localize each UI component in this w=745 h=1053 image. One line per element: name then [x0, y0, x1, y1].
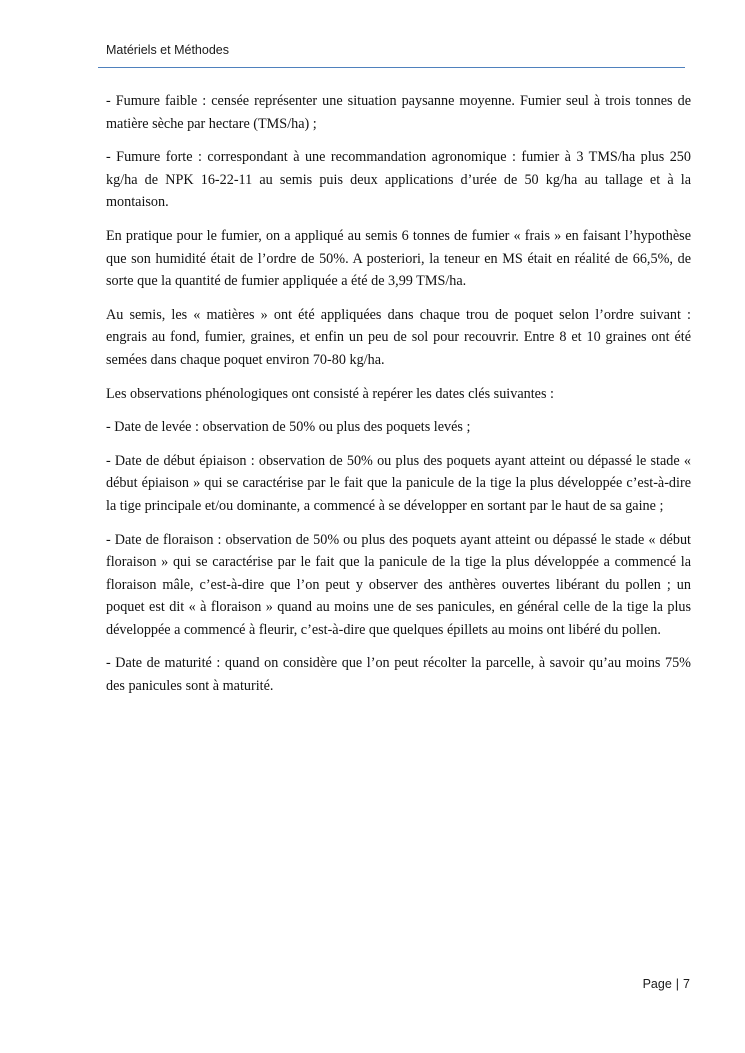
paragraph-date-epiaison: - Date de début épiaison : observation de 50% ou plus des poquets ayant atteint ou dépassé le stade « début épiaison » qui se caractérise par le fait que la panicule de la tige la plus développée c’est-à-dire la tige principale et/ou dominante, a commencé à se développer en sortant par le haut de sa gaine ;	[106, 452, 691, 514]
page-separator: |	[675, 977, 680, 991]
paragraph-observations-intro: Les observations phénologiques ont consisté à repérer les dates clés suivantes :	[106, 385, 554, 402]
paragraph-date-floraison: - Date de floraison : observation de 50% ou plus des poquets ayant atteint ou dépassé le stade « début floraison » qui se caractérise par le fait que la panicule de la tige la plus développée a commencé la floraison mâle, c’est-à-dire que l’on peut y observer des anthères ouvertes libérant du pollen ; un poquet est dit « à floraison » quand au moins une de ses panicules, en général celle de la tige la plus développée a commencé à fleurir, c’est-à-dire que quelques épillets au moins ont libéré du pollen.	[106, 531, 691, 638]
paragraph-semis-matieres: Au semis, les « matières » ont été appliquées dans chaque trou de poquet selon l’ordre suivant : engrais au fond, fumier, graines, et enfin un peu de sol pour recouvrir. Entre 8 et 10 graines ont été semées dans chaque poquet environ 70-80 kg/ha.	[106, 306, 691, 368]
paragraph-pratique-fumier: En pratique pour le fumier, on a appliqué au semis 6 tonnes de fumier « frais » en faisant l’hypothèse que son humidité était de l’ordre de 50%. A posteriori, la teneur en MS était en réalité de 66,5%, de sorte que la quantité de fumier appliquée a été de 3,99 TMS/ha.	[106, 227, 691, 290]
paragraph-date-maturite: - Date de maturité : quand on considère que l’on peut récolter la parcelle, à savoir qu’au moins 75% des panicules sont à maturité.	[106, 655, 691, 695]
paragraph-fumure-forte: - Fumure forte : correspondant à une recommandation agronomique : fumier à 3 TMS/ha plus 250 kg/ha de NPK 16-22-11 au semis puis deux applications d’urée de 50 kg/ha au tallage et à la montaison.	[106, 149, 691, 211]
page-footer	[643, 977, 690, 991]
page-label: Page	[642, 977, 672, 991]
paragraph-date-levee: - Date de levée : observation de 50% ou plus des poquets levés ;	[106, 419, 471, 436]
header-divider	[98, 67, 685, 68]
document-body	[106, 90, 691, 709]
page-number: 7	[683, 977, 690, 991]
paragraph-fumure-faible: - Fumure faible : censée représenter une situation paysanne moyenne. Fumier seul à trois tonnes de matière sèche par hectare (TMS/ha) ;	[106, 93, 691, 132]
page-header-title: Matériels et Méthodes	[106, 43, 229, 57]
